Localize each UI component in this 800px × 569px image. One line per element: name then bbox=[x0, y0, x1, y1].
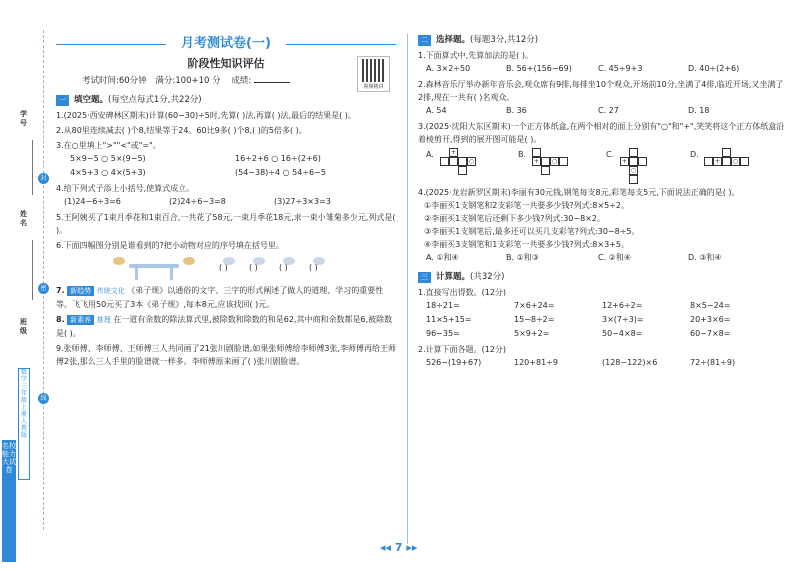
bracket-item[interactable]: (3)27÷3×3=3 bbox=[274, 197, 331, 206]
exam-time: 考试时间:60分钟 bbox=[82, 76, 147, 86]
compare-row bbox=[70, 166, 396, 180]
calc-item[interactable]: 3×(7÷3)= bbox=[602, 315, 644, 324]
answer-slot[interactable]: ( ) bbox=[249, 263, 258, 272]
question: 8. 新素养 推理 在一道有余数的除法算式里,被除数和除数的和是62,其中商和余数都是6,被除数是( )。 bbox=[56, 315, 393, 338]
calc-item[interactable]: 120+81÷9 bbox=[514, 358, 558, 367]
section-note: (共32分) bbox=[470, 272, 505, 282]
bracket-item[interactable]: (1)24−6÷3=6 bbox=[64, 197, 121, 206]
option[interactable]: A. ①和④ bbox=[426, 253, 459, 262]
literacy-badge: 新素养 bbox=[67, 315, 94, 325]
option[interactable]: D. 18 bbox=[688, 106, 710, 115]
fold-mark: 密 bbox=[38, 283, 49, 294]
compare-item[interactable]: 5×9−5 ○ 5×(9−5) bbox=[70, 154, 146, 163]
section-tag: 一 bbox=[56, 95, 69, 106]
question-text: 《弟子规》以通俗的文字、三字的形式阐述了做人的道理、学习的重要性等。飞飞用50元买了3本《弟子规》,每本8元,应该找回( )元。 bbox=[56, 286, 384, 309]
animals-illustration bbox=[111, 254, 396, 282]
question: 3.(2025·沈阳大东区期末)一个正方体纸盒,在两个相对的面上分别有"○"和"+",笑笑将这个正方体纸盒沿着棱剪开,得到的展开图可能是( )。 bbox=[418, 122, 785, 144]
option[interactable]: A. bbox=[426, 150, 434, 159]
calc-item[interactable]: 526−(19+67) bbox=[426, 358, 482, 367]
question: 2.森林音乐厅举办新年音乐会,观众席有9排,每排坐10个观众,开场前10分,坐满了4排,临近开场,又坐满了2排,现在一共有( )名观众。 bbox=[418, 80, 784, 102]
class-label: 班级 bbox=[20, 318, 27, 335]
calc-item[interactable]: 50−4×8= bbox=[602, 329, 643, 338]
option[interactable]: B. 56+(156−69) bbox=[506, 64, 572, 73]
statement: ①李丽买1支钢笔和2支彩笔一共要多少钱?列式:8×5÷2。 bbox=[424, 201, 629, 210]
section-header bbox=[418, 34, 788, 47]
animal-icon bbox=[113, 257, 125, 265]
compare-item[interactable]: 16÷2+6 ○ 16÷(2+6) bbox=[235, 154, 321, 163]
fold-mark: 线 bbox=[38, 393, 49, 404]
question: 4.给下列式子添上小括号,使算式成立。 bbox=[56, 184, 195, 193]
section-note: (每题3分,共12分) bbox=[470, 35, 539, 45]
next-page-icon[interactable]: ▸▸ bbox=[406, 541, 418, 554]
animal-icon bbox=[183, 257, 195, 265]
section-name: 填空题。 bbox=[74, 95, 109, 105]
section-header bbox=[418, 271, 788, 284]
question: 2.计算下面各题。(12分) bbox=[418, 345, 507, 354]
option[interactable]: B. 36 bbox=[506, 106, 527, 115]
cut-line bbox=[43, 30, 44, 530]
topic-tag: 传统文化 bbox=[96, 287, 125, 295]
qr-code[interactable] bbox=[357, 56, 390, 92]
answer-slot[interactable]: ( ) bbox=[219, 263, 228, 272]
exam-info bbox=[82, 74, 396, 88]
column-divider bbox=[407, 34, 408, 544]
section-tag: 二 bbox=[418, 35, 431, 46]
option[interactable]: D. bbox=[690, 150, 699, 159]
calc-item[interactable]: 8×5−24= bbox=[690, 301, 731, 310]
question: 4.(2025·龙岩新罗区期末)李丽有30元钱,钢笔每支8元,彩笔每支5元,下面说法正确的是( )。 bbox=[418, 188, 740, 197]
brand-logo: 名校能力大试卷 bbox=[2, 440, 16, 562]
option[interactable]: A. 54 bbox=[426, 106, 447, 115]
calc-row bbox=[426, 356, 788, 370]
statement: ②李丽买1支钢笔后还剩下多少钱?列式:30−8×2。 bbox=[424, 214, 605, 223]
calc-row bbox=[426, 327, 788, 341]
name-label: 姓名 bbox=[20, 210, 27, 227]
topic-tag: 推理 bbox=[96, 316, 111, 324]
option[interactable]: C. 45÷9+3 bbox=[598, 64, 643, 73]
prev-page-icon[interactable]: ◂◂ bbox=[380, 541, 392, 554]
calc-item[interactable]: 96−35= bbox=[426, 329, 460, 338]
statement: ③李丽买1支钢笔后,最多还可以买几支彩笔?列式:30−8÷5。 bbox=[424, 227, 640, 236]
statement: ④李丽买3支钢笔和1支彩笔一共要多少钱?列式:8×3+5。 bbox=[424, 240, 629, 249]
question: 5.王阿姨买了1束月季花和1束百合,一共花了58元,一束月季花18元,求一束小雏菊多少元,列式是( )。 bbox=[56, 213, 396, 235]
question: 9.张师傅、李师傅、王师傅三人共同画了21张川剧脸谱,如果张师傅给李师傅3张,李师傅再给王师傅2张,那么三人手里的脸谱就一样多。李师傅原来画了( )张川剧脸谱。 bbox=[56, 344, 396, 366]
option[interactable]: B. bbox=[518, 150, 527, 159]
student-id-line[interactable] bbox=[32, 140, 33, 195]
score-label: 成绩: bbox=[231, 76, 252, 86]
question: 6.下面四幅图分别是谁看到的?把小动物对应的序号填在括号里。 bbox=[56, 241, 284, 250]
calc-item[interactable]: 5×9+2= bbox=[514, 329, 550, 338]
calc-item[interactable]: (128−122)×6 bbox=[602, 358, 658, 367]
answer-slot[interactable]: ( ) bbox=[279, 263, 288, 272]
name-line[interactable] bbox=[32, 240, 33, 300]
question-text: 在一道有余数的除法算式里,被除数和除数的和是62,其中商和余数都是6,被除数是( )。 bbox=[56, 315, 393, 338]
calc-item[interactable]: 15−8÷2= bbox=[514, 315, 555, 324]
calc-item[interactable]: 20+3×6= bbox=[690, 315, 731, 324]
question: 2.从80里连续减去( )个8,结果等于24。60比9多( )个8,( )的5倍多( )。 bbox=[56, 126, 307, 135]
brand-subtitle: 数学三年级 上册 人教版 bbox=[18, 368, 30, 480]
section-name: 选择题。 bbox=[436, 35, 471, 45]
section-tag: 三 bbox=[418, 272, 431, 283]
question: 1.下面算式中,先算加法的是( )。 bbox=[418, 51, 533, 60]
question: 7. 新趋势 传统文化 《弟子规》以通俗的文字、三字的形式阐述了做人的道理、学习的重要性等。飞飞用50元买了3本《弟子规》,每本8元,应该找回( )元。 bbox=[56, 286, 384, 309]
calc-item[interactable]: 7×6+24= bbox=[514, 301, 555, 310]
compare-item[interactable]: (54−38)÷4 ○ 54÷6−5 bbox=[235, 168, 326, 177]
option[interactable]: B. ①和③ bbox=[506, 253, 539, 262]
options-row bbox=[426, 62, 788, 76]
section-note: (每空点每式1分,共22分) bbox=[108, 95, 202, 105]
question: 3.在○里填上">""<"或"="。 bbox=[56, 141, 161, 150]
right-column bbox=[418, 34, 788, 370]
cube-nets: A. + ○ B. + ○ C. + ○ D. + ○ bbox=[418, 148, 788, 184]
option[interactable]: C. bbox=[606, 150, 615, 159]
left-column bbox=[56, 34, 396, 368]
section-header bbox=[56, 94, 396, 107]
calc-item[interactable]: 18÷21= bbox=[426, 301, 460, 310]
compare-item[interactable]: 4×5+3 ○ 4×(5+3) bbox=[70, 168, 146, 177]
section-name: 计算题。 bbox=[436, 272, 471, 282]
full-score: 满分:100+10 分 bbox=[155, 76, 221, 86]
question: 1.直接写出得数。(12分) bbox=[418, 288, 507, 297]
options-row bbox=[426, 251, 788, 265]
calc-item[interactable]: 72÷(81÷9) bbox=[690, 358, 736, 367]
table-icon bbox=[129, 258, 179, 276]
qr-code-icon bbox=[362, 59, 385, 82]
calc-row bbox=[426, 299, 788, 313]
calc-item[interactable]: 11×5+15= bbox=[426, 315, 472, 324]
bracket-item[interactable]: (2)24÷6−3=8 bbox=[169, 197, 226, 206]
bracket-row bbox=[64, 195, 396, 209]
page-subtitle: 阶段性知识评估 bbox=[187, 57, 265, 70]
page-title: 月考测试卷(一) bbox=[166, 34, 286, 54]
calc-item[interactable]: 60−7×8= bbox=[690, 329, 731, 338]
page-number: ◂◂ 7 ▸▸ bbox=[380, 541, 418, 554]
calc-row bbox=[426, 313, 788, 327]
options-row bbox=[426, 104, 788, 118]
qr-caption: 视频精讲 bbox=[363, 84, 384, 90]
student-id-label: 学号 bbox=[20, 110, 27, 127]
fold-mark: 封 bbox=[38, 173, 49, 184]
option[interactable]: C. ②和④ bbox=[598, 253, 632, 262]
question: 1.(2025·西安碑林区期末)计算(60−30)÷5时,先算( )法,再算( )法,最后的结果是( )。 bbox=[56, 111, 356, 120]
calc-item[interactable]: 12+6÷2= bbox=[602, 301, 643, 310]
option[interactable]: C. 27 bbox=[598, 106, 619, 115]
trend-badge: 新趋势 bbox=[67, 286, 94, 296]
binding-sidebar bbox=[0, 0, 52, 569]
score-field[interactable] bbox=[254, 82, 290, 83]
answer-slot[interactable]: ( ) bbox=[309, 263, 318, 272]
compare-row bbox=[70, 152, 396, 166]
option[interactable]: D. 40÷(2+6) bbox=[688, 64, 740, 73]
option[interactable]: D. ③和④ bbox=[688, 253, 722, 262]
title-bar bbox=[56, 34, 396, 54]
option[interactable]: A. 3×2÷50 bbox=[426, 64, 471, 73]
